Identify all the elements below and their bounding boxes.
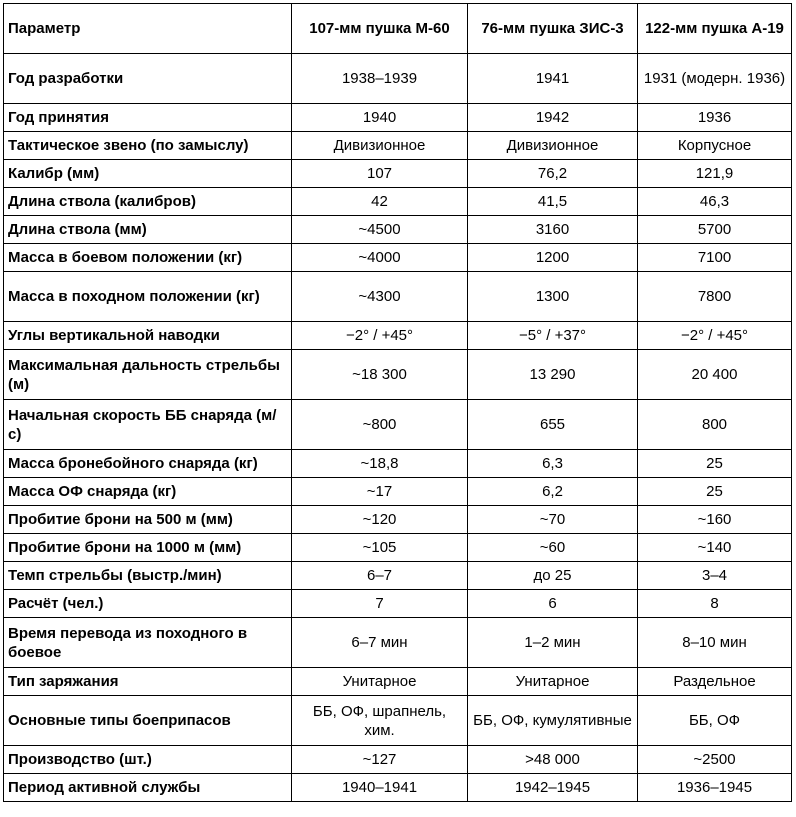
cell-a19: ~160 <box>638 506 792 534</box>
cell-a19: 5700 <box>638 216 792 244</box>
cell-a19: 8 <box>638 590 792 618</box>
cell-m60: Дивизионное <box>292 132 468 160</box>
cell-zis3: 3160 <box>468 216 638 244</box>
cell-a19: 800 <box>638 400 792 450</box>
cell-zis3: ~60 <box>468 534 638 562</box>
row-parameter: Максимальная дальность стрельбы (м) <box>4 350 292 400</box>
row-parameter: Масса бронебойного снаряда (кг) <box>4 450 292 478</box>
cell-zis3: 1300 <box>468 272 638 322</box>
cell-zis3: Дивизионное <box>468 132 638 160</box>
cell-m60: ~4000 <box>292 244 468 272</box>
cell-a19: 121,9 <box>638 160 792 188</box>
cell-m60: ББ, ОФ, шрапнель, хим. <box>292 696 468 746</box>
cell-zis3: ~70 <box>468 506 638 534</box>
cell-m60: ~127 <box>292 746 468 774</box>
cell-m60: ~17 <box>292 478 468 506</box>
row-parameter: Производство (шт.) <box>4 746 292 774</box>
cell-zis3: 1–2 мин <box>468 618 638 668</box>
cell-m60: ~18 300 <box>292 350 468 400</box>
cell-m60: 6–7 мин <box>292 618 468 668</box>
table-row <box>4 478 792 506</box>
header-parameter: Параметр <box>4 4 292 54</box>
header-gun-a19: 122-мм пушка А-19 <box>638 4 792 54</box>
row-parameter: Длина ствола (калибров) <box>4 188 292 216</box>
cell-a19: 8–10 мин <box>638 618 792 668</box>
table-row <box>4 506 792 534</box>
cell-m60: ~120 <box>292 506 468 534</box>
cell-a19: 1936–1945 <box>638 774 792 802</box>
cell-m60: ~800 <box>292 400 468 450</box>
row-parameter: Период активной службы <box>4 774 292 802</box>
table-row <box>4 54 792 104</box>
cell-a19: 7800 <box>638 272 792 322</box>
cell-a19: 3–4 <box>638 562 792 590</box>
cell-a19: Раздельное <box>638 668 792 696</box>
cell-zis3: Унитарное <box>468 668 638 696</box>
cell-zis3: 13 290 <box>468 350 638 400</box>
table-row <box>4 618 792 668</box>
table-row <box>4 350 792 400</box>
table-row <box>4 188 792 216</box>
table-row <box>4 322 792 350</box>
cell-zis3: 6,2 <box>468 478 638 506</box>
table-row <box>4 160 792 188</box>
row-parameter: Углы вертикальной наводки <box>4 322 292 350</box>
table-row <box>4 774 792 802</box>
header-gun-zis3: 76-мм пушка ЗИС-3 <box>468 4 638 54</box>
row-parameter: Длина ствола (мм) <box>4 216 292 244</box>
cell-a19: −2° / +45° <box>638 322 792 350</box>
row-parameter: Масса в походном положении (кг) <box>4 272 292 322</box>
table-row <box>4 400 792 450</box>
cell-a19: 1931 (модерн. 1936) <box>638 54 792 104</box>
cell-zis3: 76,2 <box>468 160 638 188</box>
cell-a19: 7100 <box>638 244 792 272</box>
row-parameter: Время перевода из походного в боевое <box>4 618 292 668</box>
row-parameter: Год принятия <box>4 104 292 132</box>
cell-m60: ~18,8 <box>292 450 468 478</box>
row-parameter: Расчёт (чел.) <box>4 590 292 618</box>
cell-m60: ~4300 <box>292 272 468 322</box>
cell-zis3: 1941 <box>468 54 638 104</box>
table-row <box>4 590 792 618</box>
cell-a19: 25 <box>638 478 792 506</box>
table-row <box>4 104 792 132</box>
header-gun-m60: 107-мм пушка М-60 <box>292 4 468 54</box>
cell-m60: 1940–1941 <box>292 774 468 802</box>
row-parameter: Основные типы боеприпасов <box>4 696 292 746</box>
cell-zis3: >48 000 <box>468 746 638 774</box>
table-row <box>4 746 792 774</box>
table-row <box>4 450 792 478</box>
row-parameter: Пробитие брони на 1000 м (мм) <box>4 534 292 562</box>
cell-zis3: 41,5 <box>468 188 638 216</box>
table-row <box>4 696 792 746</box>
cell-a19: ~2500 <box>638 746 792 774</box>
row-parameter: Тип заряжания <box>4 668 292 696</box>
cell-a19: 46,3 <box>638 188 792 216</box>
row-parameter: Начальная скорость ББ снаряда (м/с) <box>4 400 292 450</box>
row-parameter: Калибр (мм) <box>4 160 292 188</box>
cell-m60: 7 <box>292 590 468 618</box>
table-row <box>4 272 792 322</box>
cell-m60: −2° / +45° <box>292 322 468 350</box>
cell-m60: 107 <box>292 160 468 188</box>
row-parameter: Масса в боевом положении (кг) <box>4 244 292 272</box>
cell-m60: 6–7 <box>292 562 468 590</box>
cell-a19: 1936 <box>638 104 792 132</box>
table-row <box>4 216 792 244</box>
cell-zis3: 1200 <box>468 244 638 272</box>
row-parameter: Пробитие брони на 500 м (мм) <box>4 506 292 534</box>
artillery-comparison-table <box>3 3 792 802</box>
comparison-table-container <box>3 3 792 802</box>
table-row <box>4 562 792 590</box>
table-row <box>4 534 792 562</box>
cell-m60: ~105 <box>292 534 468 562</box>
cell-zis3: 655 <box>468 400 638 450</box>
cell-m60: ~4500 <box>292 216 468 244</box>
cell-a19: 25 <box>638 450 792 478</box>
cell-zis3: 1942–1945 <box>468 774 638 802</box>
cell-m60: Унитарное <box>292 668 468 696</box>
cell-zis3: −5° / +37° <box>468 322 638 350</box>
row-parameter: Год разработки <box>4 54 292 104</box>
table-row <box>4 668 792 696</box>
row-parameter: Темп стрельбы (выстр./мин) <box>4 562 292 590</box>
row-parameter: Тактическое звено (по замыслу) <box>4 132 292 160</box>
cell-zis3: 1942 <box>468 104 638 132</box>
cell-m60: 1940 <box>292 104 468 132</box>
row-parameter: Масса ОФ снаряда (кг) <box>4 478 292 506</box>
cell-zis3: 6,3 <box>468 450 638 478</box>
table-row <box>4 132 792 160</box>
header-row <box>4 4 792 54</box>
cell-a19: ~140 <box>638 534 792 562</box>
cell-m60: 1938–1939 <box>292 54 468 104</box>
cell-zis3: 6 <box>468 590 638 618</box>
table-row <box>4 244 792 272</box>
cell-a19: Корпусное <box>638 132 792 160</box>
cell-m60: 42 <box>292 188 468 216</box>
cell-zis3: ББ, ОФ, кумулятивные <box>468 696 638 746</box>
cell-a19: ББ, ОФ <box>638 696 792 746</box>
cell-a19: 20 400 <box>638 350 792 400</box>
cell-zis3: до 25 <box>468 562 638 590</box>
